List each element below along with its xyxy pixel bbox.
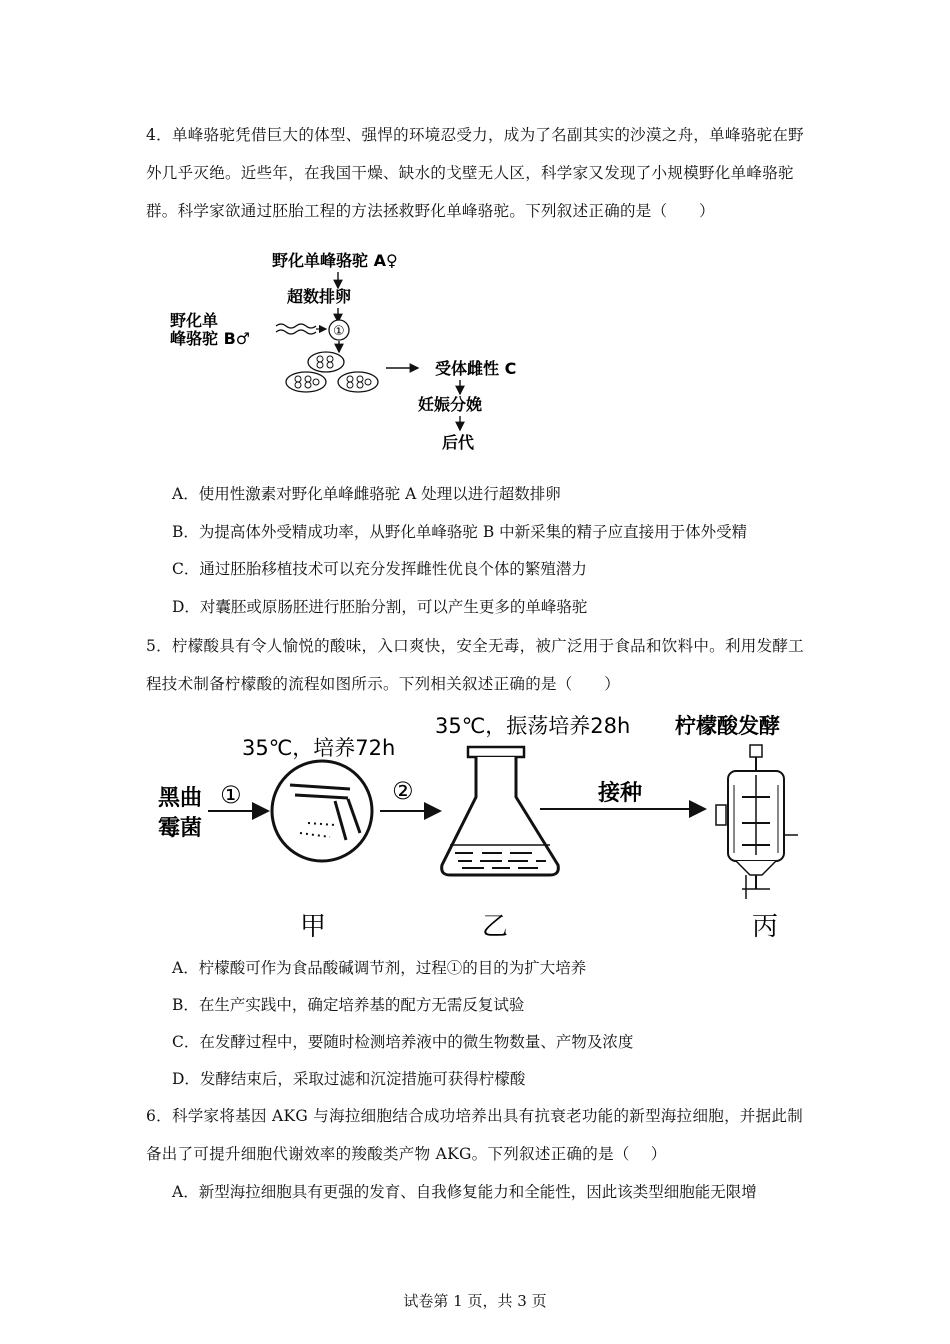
superovulation-label: 超数排卵 bbox=[287, 287, 352, 306]
q4-option-c: C．通过胚胎移植技术可以充分发挥雌性优良个体的繁殖潜力 bbox=[172, 560, 587, 578]
q5-fermentation-diagram bbox=[150, 705, 810, 945]
q4-embryo-diagram bbox=[160, 244, 560, 462]
q5-stem: 5．柠檬酸具有令人愉悦的酸味，入口爽快，安全无毒，被广泛用于食品和饮料中。利用发酵工程技术制备柠檬酸的流程如图所示。下列相关叙述正确的是（ ） bbox=[146, 637, 804, 693]
embryo-cluster bbox=[286, 352, 378, 392]
source-label-line1: 黑曲 bbox=[158, 786, 203, 811]
male-label-line1: 野化单 bbox=[170, 311, 219, 330]
q6-stem: 6．科学家将基因 AKG 与海拉细胞结合成功培养出具有抗衰老功能的新型海拉细胞，并据此制备出了可提升细胞代谢效率的羧酸类产物 AKG。下列叙述正确的是（ ） bbox=[146, 1107, 804, 1163]
process-1-label: ① bbox=[220, 781, 242, 809]
recipient-label: 受体雌性 C bbox=[435, 359, 517, 378]
page-footer: 试卷第 1 页，共 3 页 bbox=[403, 1292, 547, 1310]
temp1-label: 35℃，培养72h bbox=[242, 736, 396, 760]
process-2-label: ② bbox=[392, 777, 414, 805]
q5-option-a: A．柠檬酸可作为食品酸碱调节剂，过程①的目的为扩大培养 bbox=[172, 959, 587, 977]
q5-option-b: B．在生产实践中，确定培养基的配方无需反复试验 bbox=[172, 996, 525, 1014]
petri-dish-jia bbox=[272, 761, 372, 861]
fermenter-bing bbox=[716, 745, 798, 899]
q5-option-d: D．发酵结束后，采取过滤和沉淀措施可获得柠檬酸 bbox=[172, 1070, 526, 1088]
male-label-line2: 峰骆驼 B♂ bbox=[170, 329, 251, 348]
flask-yi bbox=[442, 747, 559, 875]
inoculate-label: 接种 bbox=[598, 781, 643, 806]
ferment-label: 柠檬酸发酵 bbox=[675, 714, 780, 738]
q4-stem: 4．单峰骆驼凭借巨大的体型、强悍的环境忍受力，成为了名副其实的沙漠之舟，单峰骆驼在野外几乎灭绝。近些年，在我国干燥、缺水的戈壁无人区，科学家又发现了小规模野化单峰骆驼群。科学家欲通过胚胎工程的方法拯救野化单峰骆驼。下列叙述正确的是（ ） bbox=[146, 126, 804, 220]
label-bing: 丙 bbox=[752, 912, 779, 942]
temp2-label: 35℃，振荡培养28h bbox=[435, 714, 631, 738]
q5-option-c: C．在发酵过程中，要随时检测培养液中的微生物数量、产物及浓度 bbox=[172, 1033, 634, 1051]
q6-option-a: A．新型海拉细胞具有更强的发育、自我修复能力和全能性，因此该类型细胞能无限增 bbox=[172, 1183, 757, 1201]
source-label-line2: 霉菌 bbox=[158, 816, 203, 841]
label-yi: 乙 bbox=[482, 912, 509, 942]
q4-option-a: A．使用性激素对野化单峰雌骆驼 A 处理以进行超数排卵 bbox=[172, 485, 561, 503]
female-label: 野化单峰骆驼 A♀ bbox=[272, 251, 398, 270]
birth-label: 妊娠分娩 bbox=[418, 395, 483, 414]
offspring-label: 后代 bbox=[442, 433, 475, 452]
q4-option-d: D．对囊胚或原肠胚进行胚胎分割，可以产生更多的单峰骆驼 bbox=[172, 598, 588, 616]
zygote-number: ① bbox=[333, 324, 345, 339]
q4-option-b: B．为提高体外受精成功率，从野化单峰骆驼 B 中新采集的精子应直接用于体外受精 bbox=[172, 523, 748, 541]
label-jia: 甲 bbox=[300, 912, 327, 942]
